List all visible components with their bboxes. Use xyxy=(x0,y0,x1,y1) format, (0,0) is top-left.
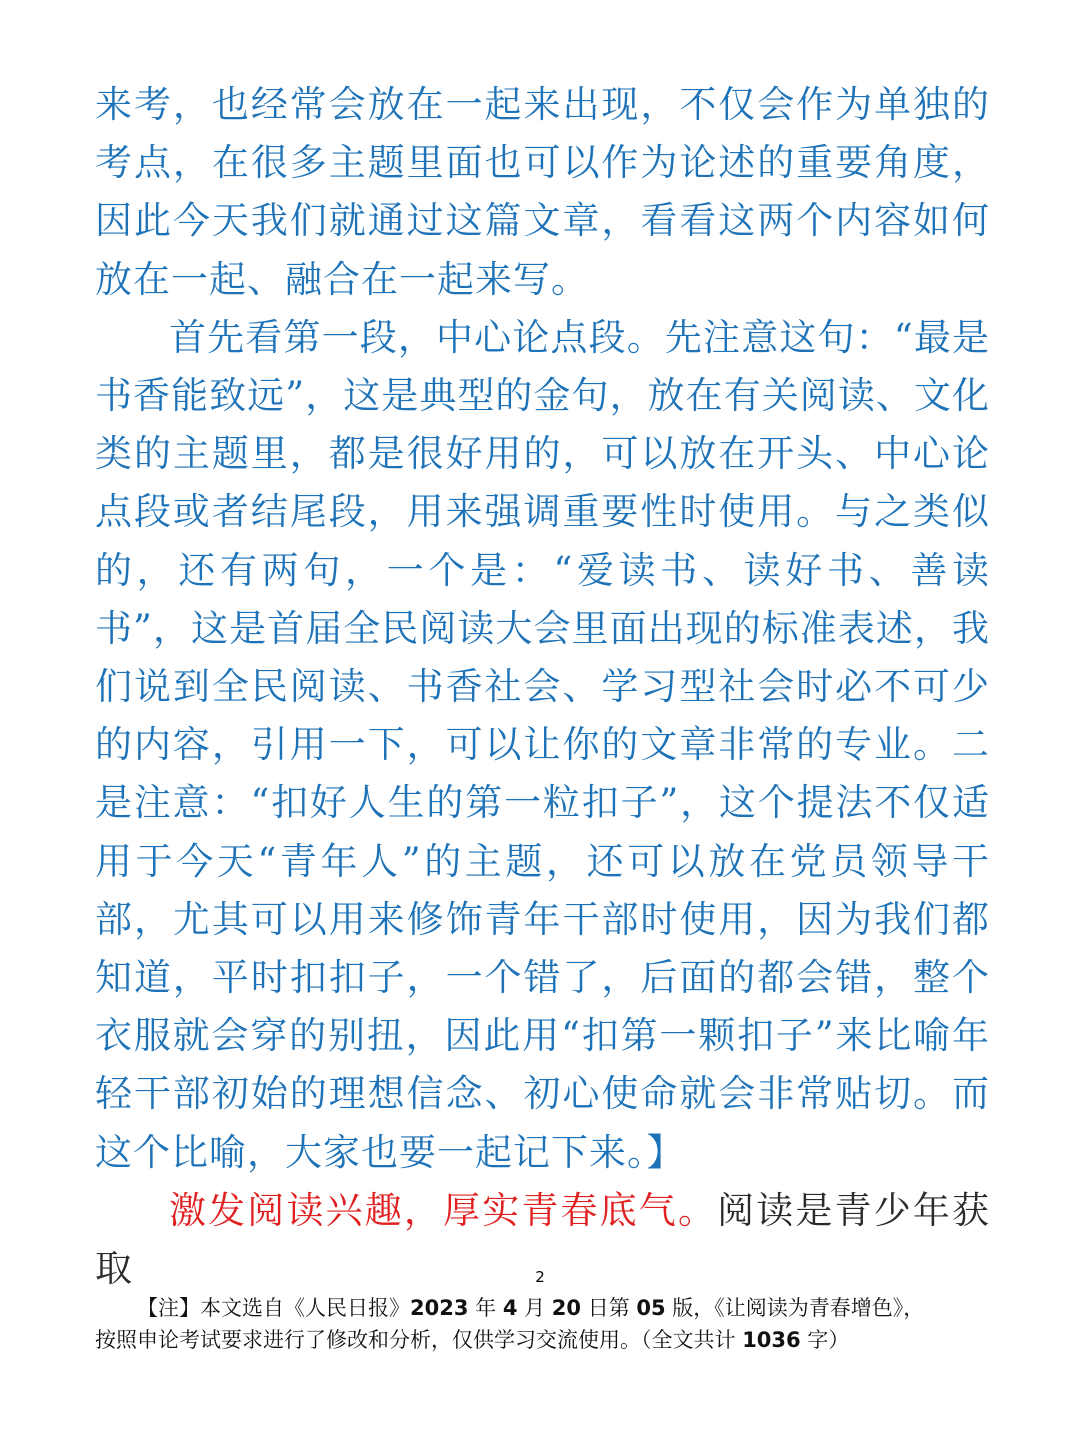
footnote-month: 4 xyxy=(502,1296,518,1320)
footnote-edition: 05 xyxy=(636,1296,666,1320)
footnote-text: 按照申论考试要求进行了修改和分析，仅供学习交流使用。（全文共计 xyxy=(95,1328,743,1352)
footnote-word-count: 1036 xyxy=(742,1328,801,1352)
paragraph-analysis: 首先看第一段，中心论点段。先注意这句：“最是书香能致远”，这是典型的金句，放在有关阅读、文化类的主题里，都是很好用的，可以放在开头、中心论点段或者结尾段，用来强调重要性时使用。与之类似的，还有两句，一个是：“爱读书、读好书、善读书”，这是首届全民阅读大会里面出现的标准表述，我们说到全民阅读、书香社会、学习型社会时必不可少的内容，引用一下，可以让你的文章非常的专业。二是注意：“扣好人生的第一粒扣子”，这个提法不仅适用于今天“青年人”的主题，还可以放在党员领导干部，尤其可以用来修饰青年干部时使用，因为我们都知道，平时扣扣子，一个错了，后面的都会错，整个衣服就会穿的别扭，因此用“扣第一颗扣子”来比喻年轻干部初始的理想信念、初心使命就会非常贴切。而这个比喻，大家也要一起记下来。】 xyxy=(95,315,990,1174)
paragraph-continued: 来考，也经常会放在一起来出现，不仅会作为单独的考点，在很多主题里面也可以作为论述的重要角度，因此今天我们就通过这篇文章，看看这两个内容如何放在一起、融合在一起来写。 xyxy=(95,83,990,301)
footnote-line-2 xyxy=(95,1324,1000,1356)
footnote-text: 月 xyxy=(517,1296,552,1320)
footnote-text: 【注】本文选自《人民日报》 xyxy=(137,1296,410,1320)
section-heading: 激发阅读兴趣，厚实青春底气。 xyxy=(169,1188,718,1232)
section-text: 阅读是青少年获取 xyxy=(95,1188,991,1291)
footnote-day: 20 xyxy=(551,1296,582,1320)
footnote-text: 日第 xyxy=(581,1296,637,1320)
page-number: 2 xyxy=(535,1268,545,1286)
footnote-text: 年 xyxy=(468,1296,503,1320)
footnote-text: 字） xyxy=(800,1328,850,1352)
footnote-text: 版，《让阅读为青春增色》， xyxy=(665,1296,925,1320)
footnote-line-1 xyxy=(95,1292,1000,1324)
article-body xyxy=(95,76,990,1298)
footnote-year: 2023 xyxy=(410,1296,469,1320)
footnote xyxy=(95,1292,1000,1356)
